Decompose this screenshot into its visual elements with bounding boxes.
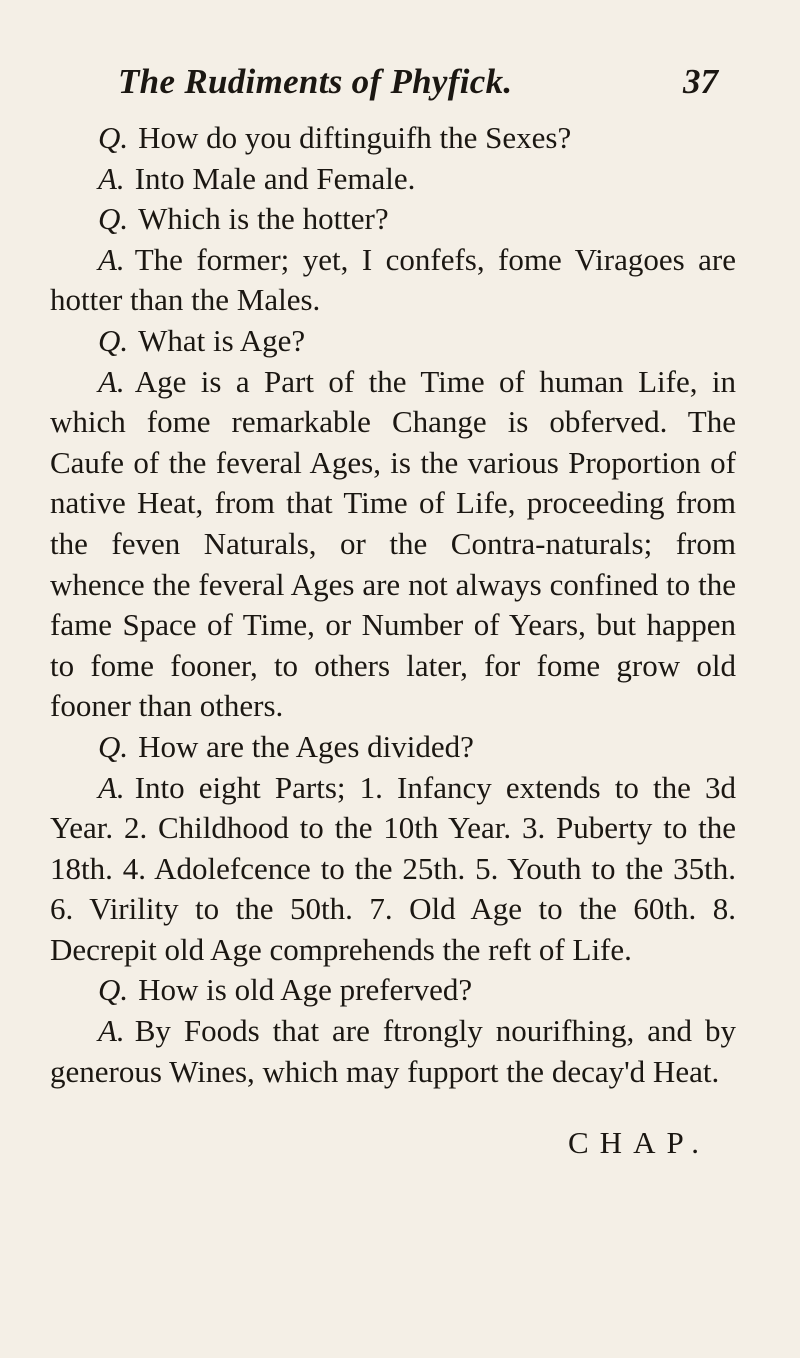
answer-marker: A. (98, 1013, 125, 1049)
answer-paragraph (50, 240, 736, 321)
answer-marker: A. (98, 363, 125, 399)
answer-paragraph (50, 159, 736, 200)
page-header (118, 62, 718, 112)
question-marker: Q. (98, 972, 129, 1008)
question-text: How are the Ages divided? (138, 728, 474, 764)
question-marker: Q. (98, 322, 129, 358)
page-number: 37 (683, 62, 718, 101)
answer-paragraph (50, 362, 736, 727)
question-marker: Q. (98, 728, 129, 764)
question-marker: Q. (98, 201, 129, 237)
answer-text: Into eight Parts; 1. Infancy extends to the 3d Year. 2. Childhood to the 10th Year. 3. Puberty to the 18th. 4. Adolefcence to the 25th. 5. Youth to the 35th. 6. Virility to the 50th. 7. Old Age to the 60th. 8. Decrepit old Age comprehends the reft of Life. (50, 769, 736, 967)
question-text: How do you diftinguifh the Sexes? (138, 120, 572, 155)
catchword: CHAP. (568, 1125, 711, 1160)
answer-marker: A. (98, 769, 125, 805)
answer-paragraph (50, 1011, 736, 1092)
question-paragraph (50, 199, 736, 240)
answer-text: By Foods that are ftrongly nourifhing, and by generous Wines, which may fupport the decay'd Heat. (50, 1013, 736, 1089)
question-paragraph (50, 970, 736, 1011)
question-marker: Q. (98, 120, 129, 155)
question-text: What is Age? (138, 322, 306, 358)
answer-marker: A. (98, 160, 125, 196)
question-paragraph (50, 727, 736, 768)
body-text (50, 118, 736, 1092)
question-paragraph (50, 118, 736, 159)
answer-text: Age is a Part of the Time of human Life, in which fome remarkable Change is obferved. The Caufe of the feveral Ages, is the various Proportion of native Heat, from that Time of Life, proceeding from the feven Naturals, or the Contra-naturals; from whence the feveral Ages are not always confined to the fame Space of Time, or Number of Years, but happen to fome fooner, to others later, for fome grow old fooner than others. (50, 363, 736, 724)
answer-marker: A. (98, 241, 125, 277)
answer-paragraph (50, 768, 736, 971)
running-title: The Rudiments of Phyfick. (118, 62, 513, 101)
question-text: Which is the hotter? (138, 201, 389, 237)
answer-text: Into Male and Female. (134, 160, 416, 196)
question-text: How is old Age preferved? (138, 972, 473, 1008)
question-paragraph (50, 321, 736, 362)
answer-text: The former; yet, I confefs, fome Viragoes are hotter than the Males. (50, 241, 736, 318)
